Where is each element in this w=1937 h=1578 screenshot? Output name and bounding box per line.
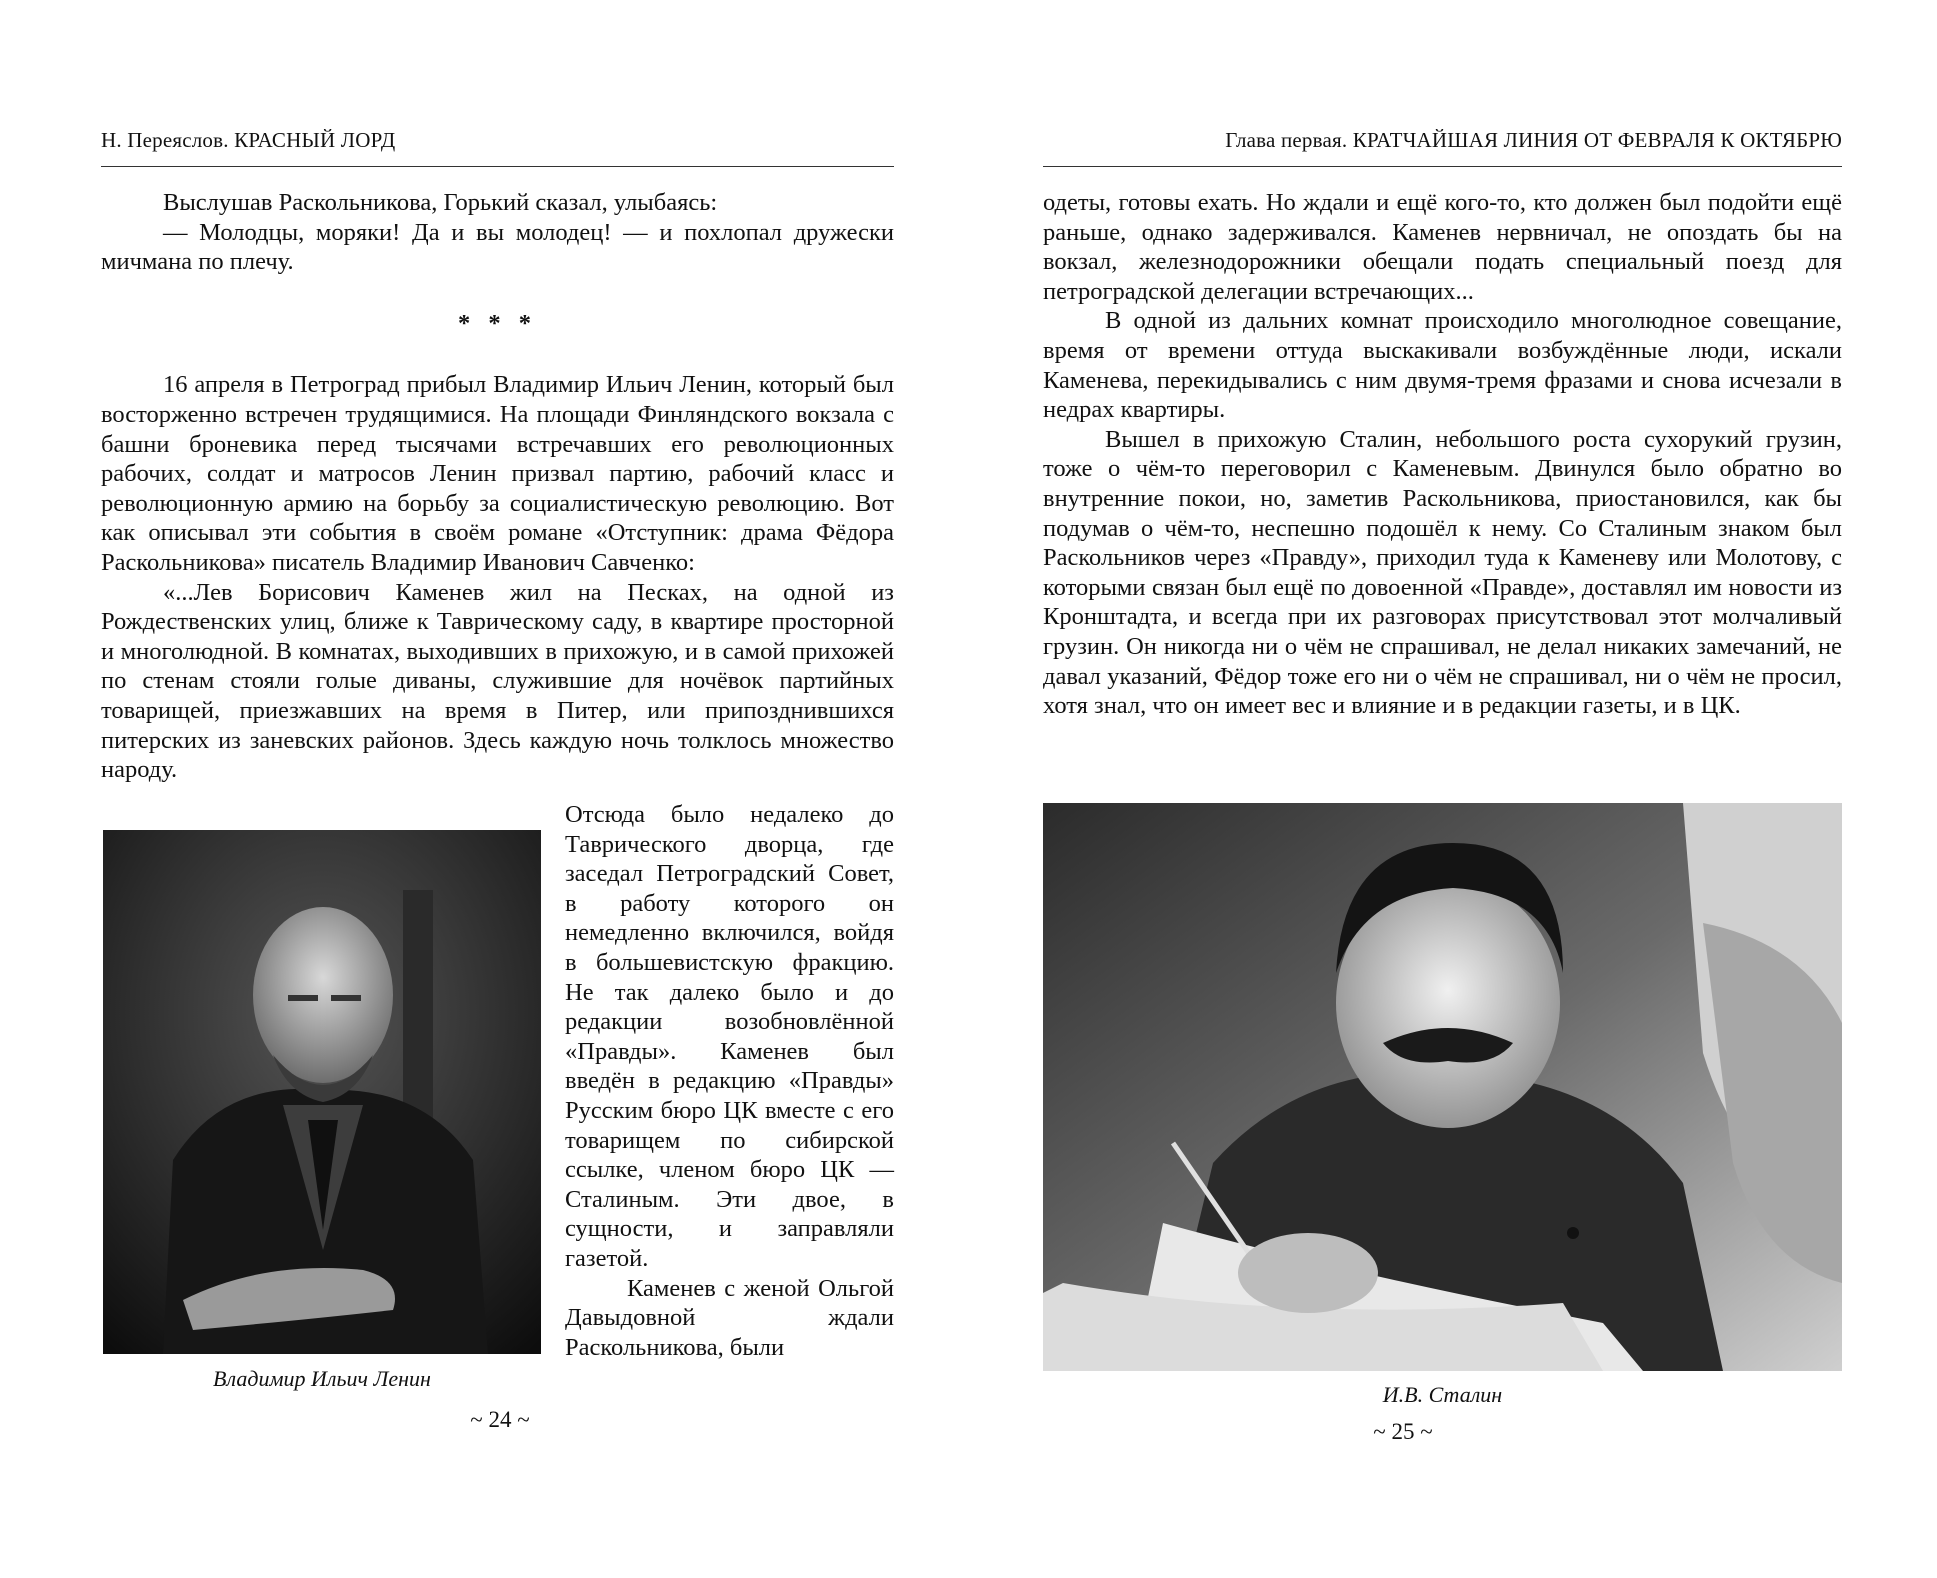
page-number-left: ~ 24 ~ [470, 1407, 530, 1432]
lenin-caption: Владимир Ильич Ленин [213, 1366, 431, 1391]
left-page [0, 0, 968, 1578]
right-text [1043, 188, 1842, 721]
header-rule-right [1043, 166, 1842, 167]
right-page [968, 0, 1937, 1578]
paragraph: «...Лев Борисович Каменев жил на Песках, на одной из Рождественских улиц, ближе к Таврическому саду, в квартире просторной и многолюдной. В комнатах, выходивших в прихожую, и в самой прихожей по стенам стояли голые диваны, служившие для ночёвок партийных товарищей, приезжавших на время в Питер, или припозднившихся питерских из заневских районов. Здесь каждую ночь толклось множество народу. [101, 578, 894, 784]
paragraph: 16 апреля в Петроград прибыл Владимир Ильич Ленин, который был восторженно встречен трудящимися. На площади Финляндского вокзала с башни броневика перед тысячами встречавших его революционных рабочих, солдат и матросов Ленин призвал партию, рабочий класс и революционную армию на борьбу за социалистическую революцию. Вот как описывал эти события в своём романе «Отступник: драма Фёдора Раскольникова» писатель Владимир Иванович Савченко: [101, 371, 894, 576]
paragraph: одеты, готовы ехать. Но ждали и ещё кого-то, кто должен был подойти ещё раньше, однако задерживался. Каменев нервничал, не опоздать бы на вокзал, железнодорожники обещали подать специальный поезд для петроградской делегации встречающих... [1043, 189, 1842, 305]
portrait-illustration [103, 830, 541, 1354]
running-head-left: Н. Переяслов. КРАСНЫЙ ЛОРД [101, 128, 396, 152]
page-number-right: ~ 25 ~ [1373, 1419, 1433, 1444]
running-head-right: Глава первая. КРАТЧАЙШАЯ ЛИНИЯ ОТ ФЕВРАЛЯ К ОКТЯБРЮ [1225, 128, 1842, 152]
paragraph: Выслушав Раскольникова, Горький сказал, улыбаясь: [163, 189, 718, 216]
paragraph: Отсюда было недалеко до Таврического дворца, где заседал Петроградский Совет, в работу которого он немедленно включился, войдя в большевистскую фракцию. Не так далеко было и до редакции возобновлённой «Правды». Каменев был введён в редакцию «Правды» Русским бюро ЦК вместе с его товарищем по сибирской ссылке, членом бюро ЦК — Сталиным. Эти двое, в сущности, и заправляли газетой. [565, 801, 894, 1272]
left-side-text [565, 800, 894, 1362]
stalin-caption: И.В. Сталин [1382, 1382, 1503, 1407]
stalin-photo [1043, 803, 1842, 1371]
paragraph: — Молодцы, моряки! Да и вы молодец! — и похлопал дружески мичмана по плечу. [101, 218, 894, 276]
section-separator: * * * [458, 309, 537, 337]
paragraph: Каменев с женой Ольгой Давыдовной ждали Раскольникова, были [565, 1274, 894, 1361]
lenin-photo [103, 830, 541, 1354]
header-rule-left [101, 166, 894, 167]
portrait-illustration [1043, 803, 1842, 1371]
paragraph: В одной из дальних комнат происходило многолюдное совещание, время от времени оттуда выскакивали возбуждённые люди, искали Каменева, перекидывались с ним двумя-тремя фразами и снова исчезали в недрах квартиры. [1043, 307, 1842, 424]
left-text-top [101, 188, 894, 785]
paragraph: Вышел в прихожую Сталин, небольшого роста сухорукий грузин, тоже о чём-то переговорил с Каменевым. Двинулся было обратно во внутренние покои, но, заметив Раскольникова, приостановился, как бы подумав о чём-то, неспешно подошёл к нему. Со Сталиным знаком был Раскольников через «Правду», приходил туда к Каменеву или Молотову, с которыми связан был ещё по довоенной «Правде», доставлял им новости из Кронштадта, и всегда при их разговорах присутствовал этот молчаливый грузин. Он никогда ни о чём не спрашивал, не делал никаких замечаний, не давал указаний, Фёдор тоже его ни о чём не спрашивал, ни о чём не просил, хотя знал, что он имеет вес и влияние и в редакции газеты, и в ЦК. [1043, 425, 1842, 720]
